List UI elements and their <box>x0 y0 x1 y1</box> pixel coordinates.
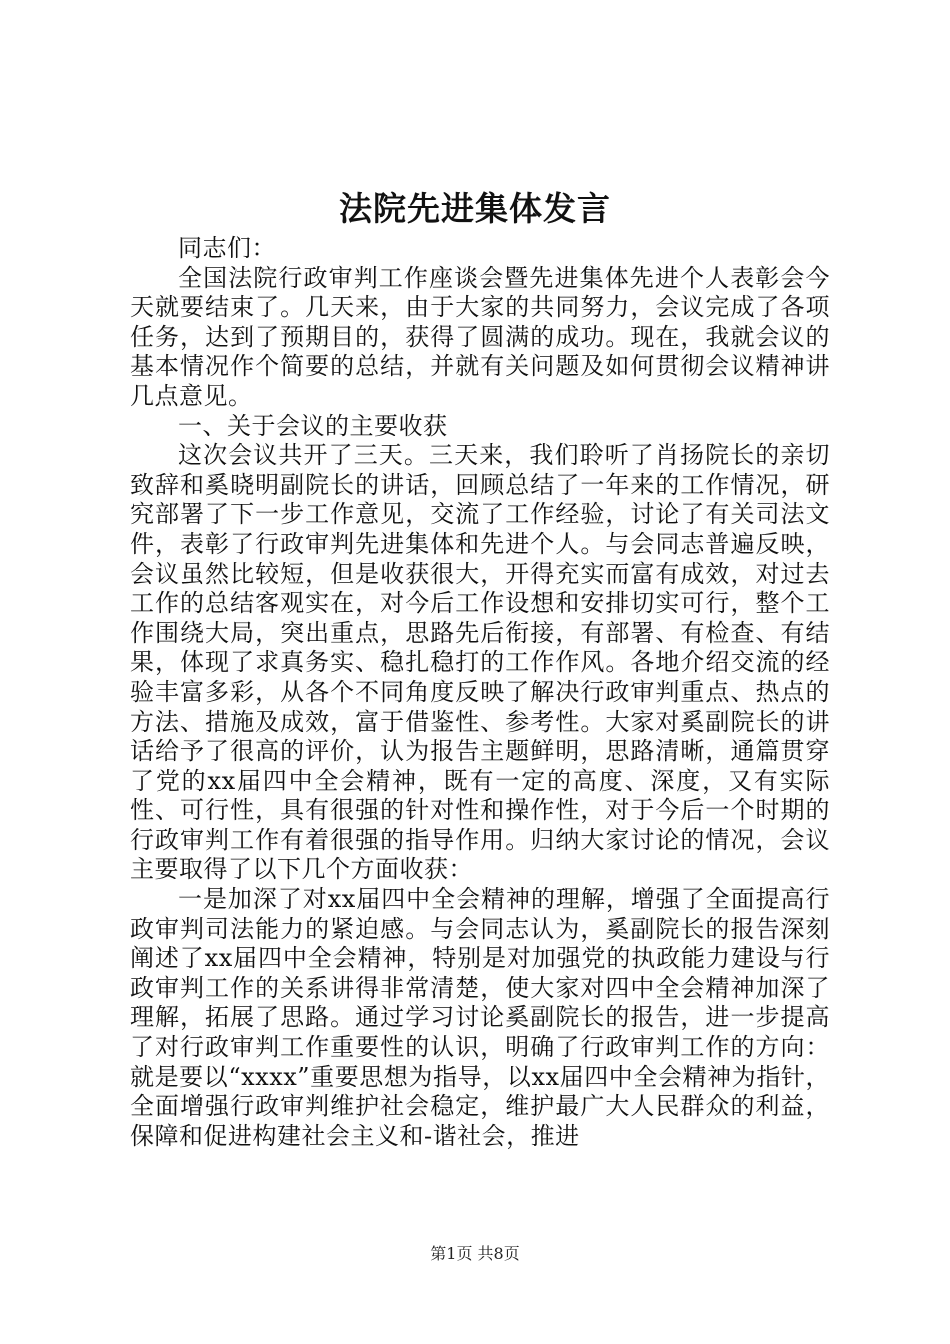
section-heading: 一、关于会议的主要收获 <box>178 411 448 440</box>
document-body <box>130 234 830 1151</box>
intro-paragraph: 全国法院行政审判工作座谈会暨先进集体先进个人表彰会今天就要结束了。几天来，由于大家的共同努力，会议完成了各项任务，达到了预期目的，获得了圆满的成功。现在，我就会议的基本情况作个简要的总结，并就有关问题及如何贯彻会议精神讲几点意见。 <box>130 263 830 410</box>
page-number-footer: 第1页 共8页 <box>430 1244 520 1263</box>
document-title: 法院先进集体发言 <box>339 189 611 228</box>
body-paragraph: 这次会议共开了三天。三天来，我们聆听了肖扬院长的亲切致辞和奚晓明副院长的讲话，回顾总结了一年来的工作情况，研究部署了下一步工作意见，交流了工作经验，讨论了有关司法文件，表彰了行政审判先进集体和先进个人。与会同志普遍反映，会议虽然比较短，但是收获很大，开得充实而富有成效，对过去工作的总结客观实在，对今后工作设想和安排切实可行，整个工作围绕大局，突出重点，思路先后衔接，有部署、有检查、有结果，体现了求真务实、稳扎稳打的工作作风。各地介绍交流的经验丰富多彩，从各个不同角度反映了解决行政审判重点、热点的方法、措施及成效，富于借鉴性、参考性。大家对奚副院长的讲话给予了很高的评价，认为报告主题鲜明，思路清晰，通篇贯穿了党的xx届四中全会精神，既有一定的高度、深度，又有实际性、可行性，具有很强的针对性和操作性，对于今后一个时期的行政审判工作有着很强的指导作用。归纳大家讨论的情况，会议主要取得了以下几个方面收获： <box>130 441 830 884</box>
body-paragraph: 一是加深了对xx届四中全会精神的理解，增强了全面提高行政审判司法能力的紧迫感。与会同志认为，奚副院长的报告深刻阐述了xx届四中全会精神，特别是对加强党的执政能力建设与行政审判工作的关系讲得非常清楚，使大家对四中全会精神加深了理解，拓展了思路。通过学习讨论奚副院长的报告，进一步提高了对行政审判工作重要性的认识，明确了行政审判工作的方向：就是要以“xxxx”重要思想为指导，以xx届四中全会精神为指针，全面增强行政审判维护社会稳定，维护最广大人民群众的利益，保障和促进构建社会主义和-谐社会，推进 <box>130 885 830 1150</box>
salutation-paragraph: 同志们： <box>178 234 276 262</box>
